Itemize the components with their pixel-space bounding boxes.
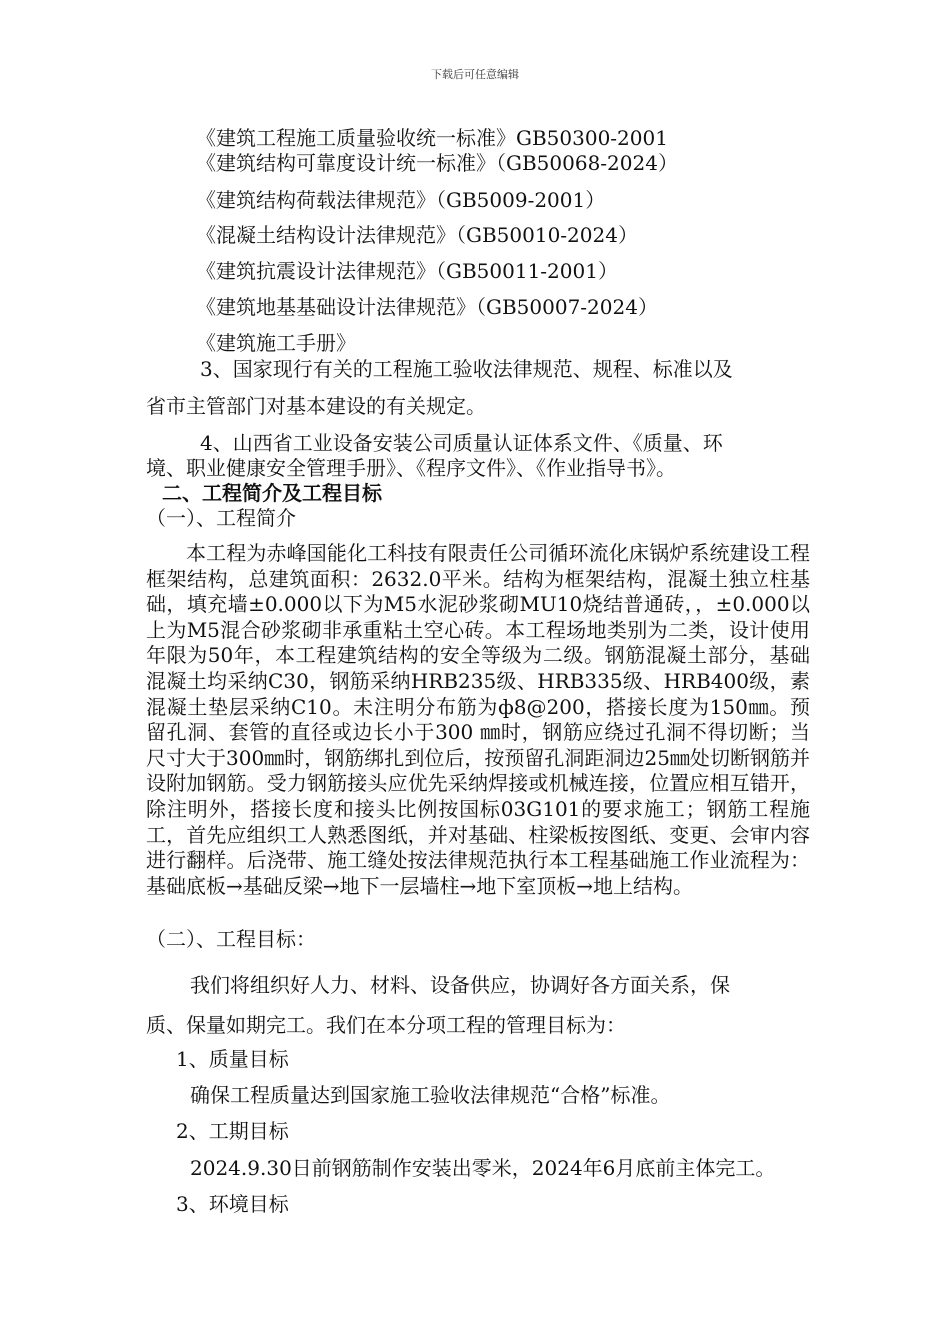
- reference-standard: 《建筑工程施工质量验收统一标准》GB50300-2001: [196, 126, 668, 150]
- reference-standard: 《建筑结构荷载法律规范》（GB5009-2001）: [196, 188, 606, 212]
- page-header: 下载后可任意编辑: [431, 68, 519, 81]
- subsection-heading: （二）、工程目标：: [146, 927, 316, 951]
- goal-heading: 1、质量目标: [176, 1047, 289, 1071]
- reference-standard: 《建筑结构可靠度设计统一标准》（GB50068-2024）: [196, 151, 678, 175]
- reference-standard: 《建筑地基基础设计法律规范》（GB50007-2024）: [196, 295, 658, 319]
- reference-standard: 《建筑施工手册》: [196, 331, 356, 355]
- project-overview-paragraph: 本工程为赤峰国能化工科技有限责任公司循环流化床锅炉系统建设工程框架结构，总建筑面积：2632.0平米。结构为框架结构，混凝土独立柱基础，填充墙±0.000以下为M5水泥砂浆砌MU10烧结普通砖，，±0.000以上为M5混合砂浆砌非承重粘土空心砖。本工程场地类别为二类，设计使用年限为50年，本工程建筑结构的安全等级为二级。钢筋混凝土部分，基础混凝土均采纳C30，钢筋采纳HRB235级、HRB335级、HRB400级，素混凝土垫层采纳C10。未注明分布筋为ф8@200，搭接长度为150㎜。预留孔洞、套管的直径或边长小于300 ㎜时，钢筋应绕过孔洞不得切断；当尺寸大于300㎜时，钢筋绑扎到位后，按预留孔洞距洞边25㎜处切断钢筋并设附加钢筋。受力钢筋接头应优先采纳焊接或机械连接，位置应相互错开，除注明外，搭接长度和接头比例按国标03G101的要求施工；钢筋工程施工，首先应组织工人熟悉图纸，并对基础、柱梁板按图纸、变更、会审内容进行翻样。后浇带、施工缝处按法律规范执行本工程基础施工作业流程为：基础底板→基础反梁→地下一层墙柱→地下室顶板→地上结构。: [146, 541, 810, 898]
- section-heading: 二、工程简介及工程目标: [162, 481, 382, 505]
- basis-item-4-cont: 境、职业健康安全管理手册》、《程序文件》、《作业指导书》。: [146, 456, 676, 480]
- goal-heading: 3、环境目标: [176, 1192, 289, 1216]
- goal-text: 2024.9.30日前钢筋制作安装出零米，2024年6月底前主体完工。: [190, 1156, 776, 1180]
- reference-standard: 《建筑抗震设计法律规范》（GB50011-2001）: [196, 259, 618, 283]
- goal-heading: 2、工期目标: [176, 1119, 289, 1143]
- goals-intro: 我们将组织好人力、材料、设备供应，协调好各方面关系，保: [190, 973, 730, 997]
- reference-standard: 《混凝土结构设计法律规范》（GB50010-2024）: [196, 223, 638, 247]
- goal-text: 确保工程质量达到国家施工验收法律规范“合格”标准。: [190, 1083, 671, 1107]
- goals-intro-cont: 质、保量如期完工。我们在本分项工程的管理目标为：: [146, 1013, 626, 1037]
- basis-item-3-cont: 省市主管部门对基本建设的有关规定。: [146, 394, 486, 418]
- basis-item-3: 3、国家现行有关的工程施工验收法律规范、规程、标准以及: [200, 357, 733, 381]
- basis-item-4: 4、山西省工业设备安装公司质量认证体系文件、《质量、环: [200, 431, 723, 455]
- subsection-heading: （一）、工程简介: [146, 506, 296, 530]
